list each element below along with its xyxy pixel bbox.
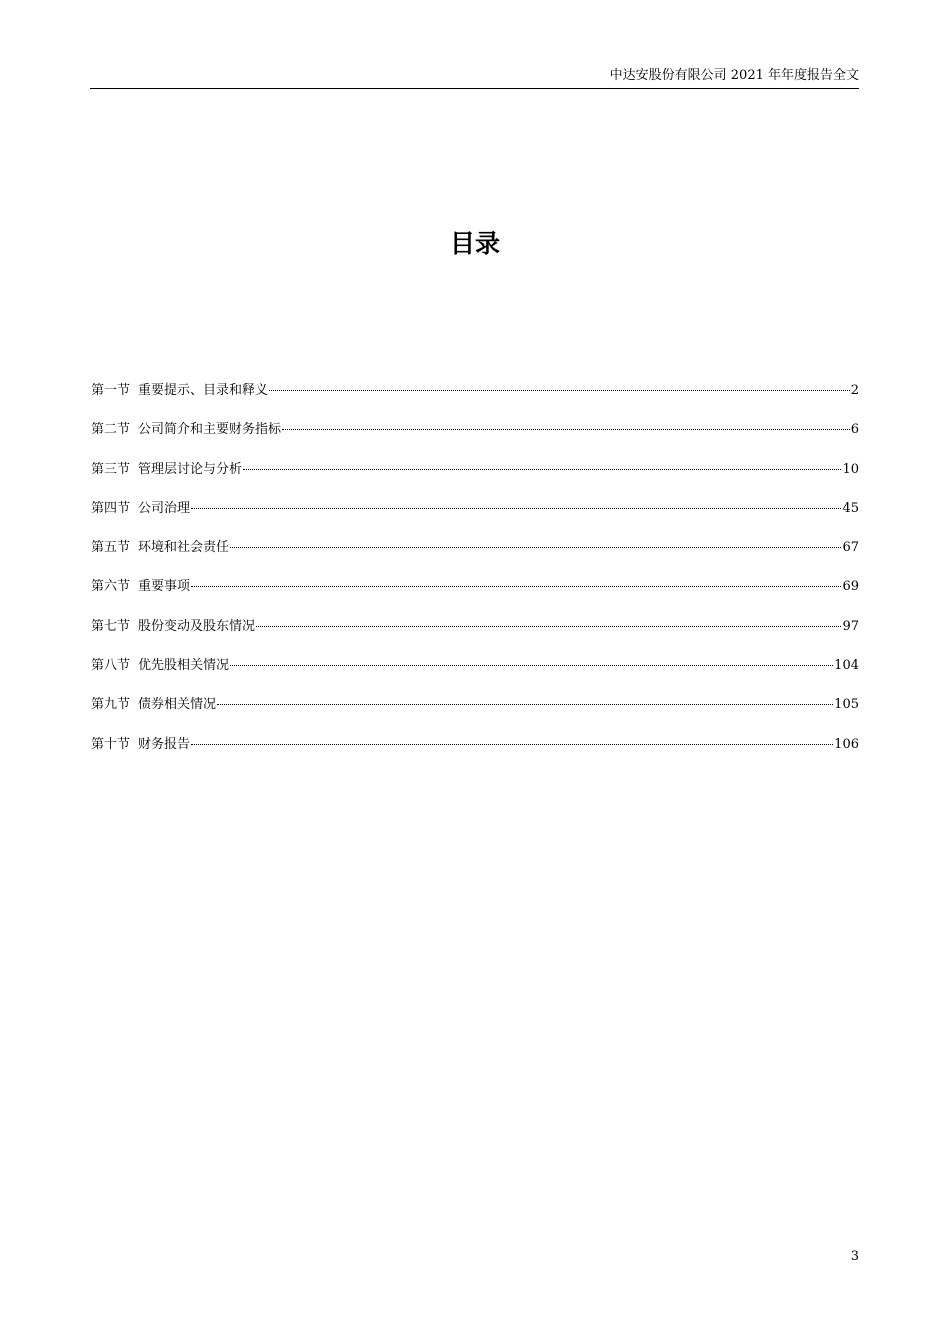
toc-entry[interactable] (91, 460, 859, 499)
running-header (90, 66, 859, 89)
toc-section-number: 第五节 (91, 540, 131, 556)
table-of-contents (91, 381, 859, 774)
toc-entry[interactable] (91, 577, 859, 616)
toc-leader-dots (191, 744, 833, 745)
toc-entry[interactable] (91, 656, 859, 695)
toc-entry[interactable] (91, 735, 859, 774)
toc-entry[interactable] (91, 538, 859, 577)
toc-page-number: 2 (850, 383, 859, 398)
toc-page-number: 6 (850, 422, 859, 438)
toc-page-number: 67 (842, 540, 859, 556)
toc-leader-dots (230, 665, 833, 666)
toc-page-number: 97 (842, 618, 859, 634)
toc-entry[interactable] (91, 420, 859, 459)
toc-section-name: 重要事项 (138, 579, 191, 595)
toc-section-number: 第一节 (91, 383, 131, 398)
toc-leader-dots (269, 390, 850, 391)
toc-entry[interactable] (91, 617, 859, 656)
toc-section-name: 股份变动及股东情况 (138, 618, 256, 634)
toc-section-name: 环境和社会责任 (138, 540, 230, 556)
toc-section-number: 第十节 (91, 736, 131, 752)
toc-section-name: 管理层讨论与分析 (138, 461, 243, 477)
toc-section-number: 第三节 (91, 461, 131, 477)
toc-page-number: 105 (834, 697, 859, 713)
toc-section-number: 第八节 (91, 658, 131, 674)
toc-section-name: 重要提示、目录和释义 (138, 383, 269, 398)
toc-page-number: 45 (842, 500, 859, 516)
toc-section-name: 公司简介和主要财务指标 (138, 422, 282, 438)
toc-section-number: 第七节 (91, 618, 131, 634)
toc-section-name: 财务报告 (138, 736, 191, 752)
page-number: 3 (850, 1249, 859, 1264)
toc-section-name: 公司治理 (138, 500, 191, 516)
toc-section-name: 债券相关情况 (138, 697, 217, 713)
toc-section-number: 第九节 (91, 697, 131, 713)
toc-page-number: 106 (834, 736, 859, 752)
toc-leader-dots (243, 469, 841, 470)
page-title: 目录 (449, 229, 500, 258)
toc-section-number: 第四节 (91, 500, 131, 516)
toc-section-name: 优先股相关情况 (138, 658, 230, 674)
toc-leader-dots (230, 547, 841, 548)
toc-leader-dots (191, 586, 841, 587)
toc-entry[interactable] (91, 499, 859, 538)
toc-page-number: 10 (842, 461, 859, 477)
toc-entry[interactable] (91, 695, 859, 734)
header-title: 中达安股份有限公司 2021 年年度报告全文 (609, 68, 859, 83)
toc-page-number: 104 (834, 658, 859, 674)
toc-section-number: 第六节 (91, 579, 131, 595)
toc-leader-dots (191, 508, 841, 509)
toc-page-number: 69 (842, 579, 859, 595)
toc-leader-dots (217, 704, 833, 705)
toc-entry[interactable] (91, 381, 859, 420)
toc-leader-dots (282, 429, 850, 430)
toc-leader-dots (256, 626, 841, 627)
toc-section-number: 第二节 (91, 422, 131, 438)
